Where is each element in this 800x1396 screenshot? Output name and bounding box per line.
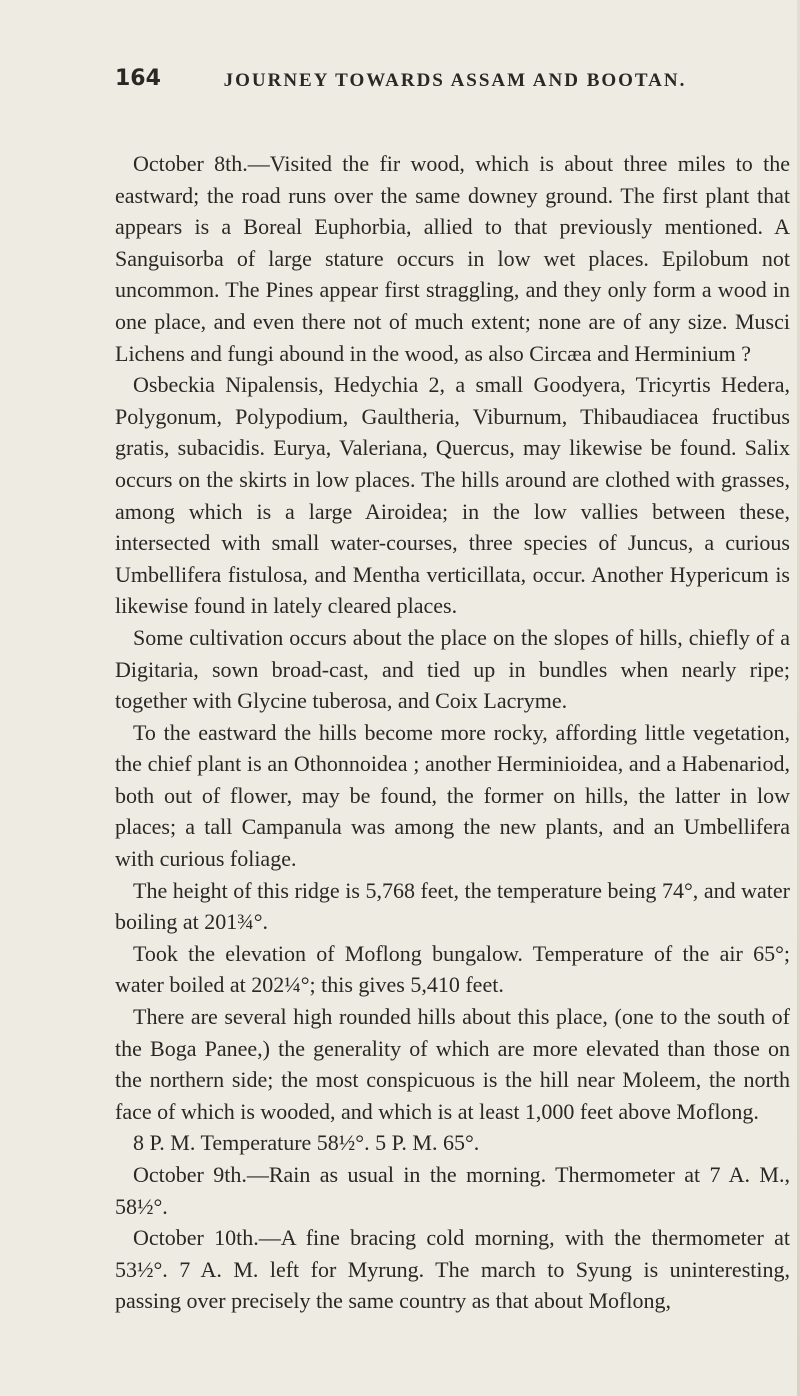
paragraph: October 8th.—Visited the fir wood, which is about three miles to the eastward; the road runs over the same downey ground. The first plant that appears is a Boreal Euphorbia, allied to that previously mentioned. A Sanguisorba of large stature occurs in low wet places. Epilobum not uncommon. The Pines appear first straggling, and they only form a wood in one place, and even there not of much extent; none are of any size. Musci Lichens and fungi abound in the wood, as also Circæa and Herminium ? xyxy=(115,151,790,366)
paragraph: There are several high rounded hills about this place, (one to the south of the Boga Panee,) the generality of which are more elevated than those on the northern side; the most conspicuous is the hill near Moleem, the north face of which is wooded, and which is at least 1,000 feet above Moflong. xyxy=(115,1004,790,1124)
paragraph: 8 P. M. Temperature 58½°. 5 P. M. 65°. xyxy=(133,1130,480,1156)
paragraph: October 9th.—Rain as usual in the morning. Thermometer at 7 A. M., 58½°. xyxy=(115,1162,790,1219)
page-number: 164 xyxy=(115,66,161,91)
body-text xyxy=(115,148,790,1317)
page-header xyxy=(115,66,795,106)
paragraph: The height of this ridge is 5,768 feet, the temperature being 74°, and water boiling at 201¾°. xyxy=(115,877,790,935)
paragraph: October 10th.—A fine bracing cold morning, with the thermometer at 53½°. 7 A. M. left for Myrung. The march to Syung is uninteresting, passing over precisely the same country as that about Moflong, xyxy=(115,1225,790,1314)
paragraph: To the eastward the hills become more rocky, affording little vegetation, the chief plant is an Othonnoidea ; another Herminioidea, and a Habenariod, both out of flower, may be found, the former on hills, the latter in low places; a tall Campanula was among the new plants, and an Umbellifera with curious foliage. xyxy=(115,719,790,872)
paragraph: Took the elevation of Moflong bungalow. Temperature of the air 65°; water boiled at 202¼°; this gives 5,410 feet. xyxy=(115,940,790,998)
paragraph: Some cultivation occurs about the place on the slopes of hills, chiefly of a Digitaria, sown broad-cast, and tied up in bundles when nearly ripe; together with Glycine tuberosa, and Coix Lacryme. xyxy=(115,624,790,714)
paragraph: Osbeckia Nipalensis, Hedychia 2, a small Goodyera, Tricyrtis Hedera, Polygonum, Polypodium, Gaultheria, Viburnum, Thibaudiacea fructibus gratis, subacidis. Eurya, Valeriana, Quercus, may likewise be found. Salix occurs on the skirts in low places. The hills around are clothed with grasses, among which is a large Airoidea; in the low vallies between these, intersected with small water-courses, three species of Juncus, a curious Umbellifera fistulosa, and Mentha verticillata, occur. Another Hypericum is likewise found in lately cleared places. xyxy=(115,372,790,619)
running-head: JOURNEY TOWARDS ASSAM AND BOOTAN. xyxy=(223,70,687,91)
